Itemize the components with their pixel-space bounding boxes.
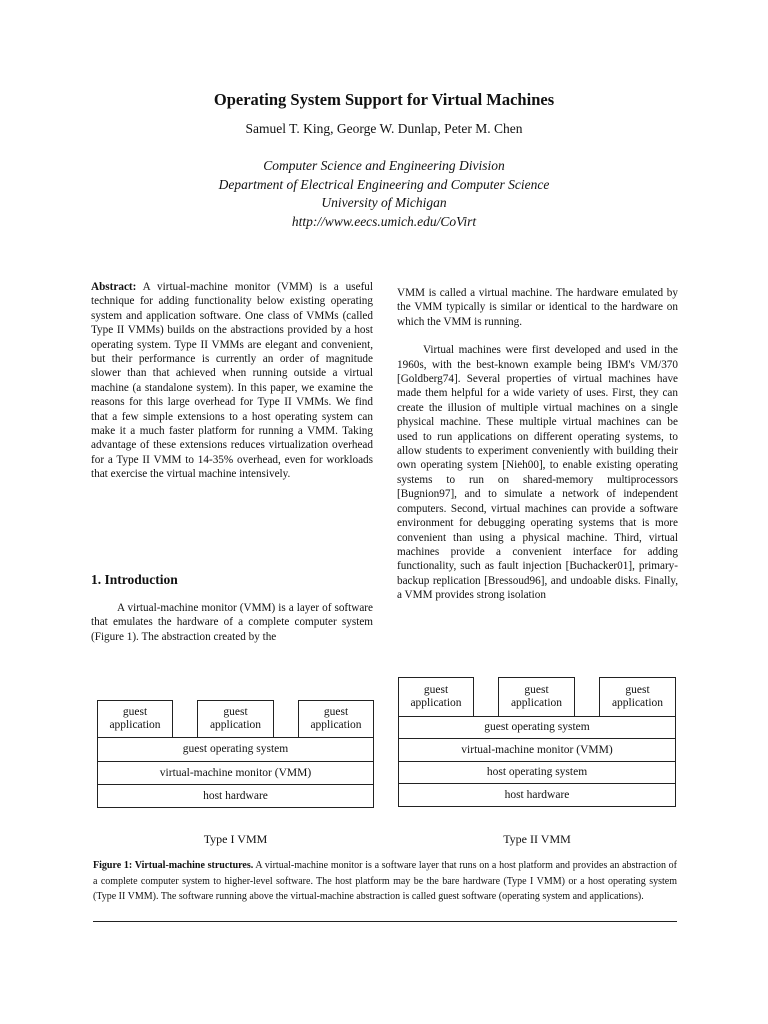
abstract-text: A virtual-machine monitor (VMM) is a useful technique for adding functionality below existing operating system and application software. One class of VMMs (called Type II VMMs) builds on the abstractions provided by a host operating system. Type II VMMs are elegant and convenient, but their performance is currently an order of magnitude slower than that achieved when running outside a virtual machine (a standalone system). In this paper, we examine the reasons for this large overhead for Type II VMMs. We find that a few simple extensions to a host operating system can make it a much faster platform for running a VMM. Taking advantage of these extensions reduces virtualization overhead for a Type II VMM to 14-35% overhead, even for workloads that exercise the virtual machine intensively. [91,281,373,481]
type1-label: Type I VMM [203,832,268,846]
figure-caption-label: Figure 1: Virtual-machine structures. [93,860,254,871]
affiliation-university: University of Michigan [321,195,447,210]
abstract [91,280,373,482]
intro-p1: A virtual-machine monitor (VMM) is a layer of software that emulates the hardware of a complete computer system (Figure 1). The abstraction created by the [91,602,373,643]
type1-guest-os: guest operating system [97,737,374,762]
paper-title: Operating System Support for Virtual Machines [213,90,555,109]
abstract-label: Abstract: [91,281,137,293]
affiliation-url[interactable]: http://www.eecs.umich.edu/CoVirt [291,213,477,229]
figure-caption-text: A virtual-machine monitor is a software layer that runs on a host platform and provides an abstraction of a complete computer system to higher-level software. The host platform may be the bare hardware (Type I VMM) or a host operating system (Type II VMM). The software running above the virtual-machine abstraction is called guest software (operating system and applications). [93,860,677,902]
type2-guest-os: guest operating system [398,716,676,739]
caption-divider [93,921,677,922]
type2-label: Type II VMM [503,832,571,846]
type2-guest-app-3: guest application [599,677,676,717]
paper-authors: Samuel T. King, George W. Dunlap, Peter M. Chen [245,121,523,136]
type1-guest-app-2: guest application [197,700,274,738]
type2-host-hardware: host hardware [398,783,676,807]
type2-host-os: host operating system [398,761,676,784]
type2-vmm: virtual-machine monitor (VMM) [398,738,676,762]
affiliation-division: Computer Science and Engineering Division [263,158,505,173]
figure-caption [93,858,677,905]
type1-guest-app-3: guest application [298,700,374,738]
type2-guest-app-1: guest application [398,677,474,717]
diagram-type1 [97,700,374,808]
intro-paragraph-1 [91,601,373,644]
diagram-type2 [398,677,676,807]
type2-guest-app-2: guest application [498,677,575,717]
type1-host-hardware: host hardware [97,784,374,808]
intro-p3: Virtual machines were first developed and used in the 1960s, with the best-known example being IBM's VM/370 [Goldberg74]. Several properties of virtual machines have made them helpful for a wide variety of uses. First, they can create the illusion of multiple virtual machines on a single physical machine. These multiple virtual machines can be used to run applications on different operating systems, to allow students to experiment conveniently with building their own operating system [Nieh00], to enable existing operating systems to run on shared-memory multiprocessors [Bugnion97], and to simulate a network of independent computers. Second, virtual machines can provide a software environment for debugging operating systems that is more convenient than using a physical machine. Third, virtual machines provide a convenient interface for adding functionality, such as fault injection [Buchacker01], primary-backup replication [Bressoud96], and undoable disks. Finally, a VMM provides strong isolation [397,344,678,602]
affiliation-block [0,157,768,231]
type1-guest-app-1: guest application [97,700,173,738]
section-heading-introduction: 1. Introduction [91,572,178,587]
affiliation-department: Department of Electrical Engineering and Computer Science [218,176,550,192]
right-column [397,286,678,603]
type1-vmm: virtual-machine monitor (VMM) [97,761,374,785]
intro-p2: VMM is called a virtual machine. The hardware emulated by the VMM typically is similar or identical to the hardware on which the VMM is running. [397,287,678,328]
